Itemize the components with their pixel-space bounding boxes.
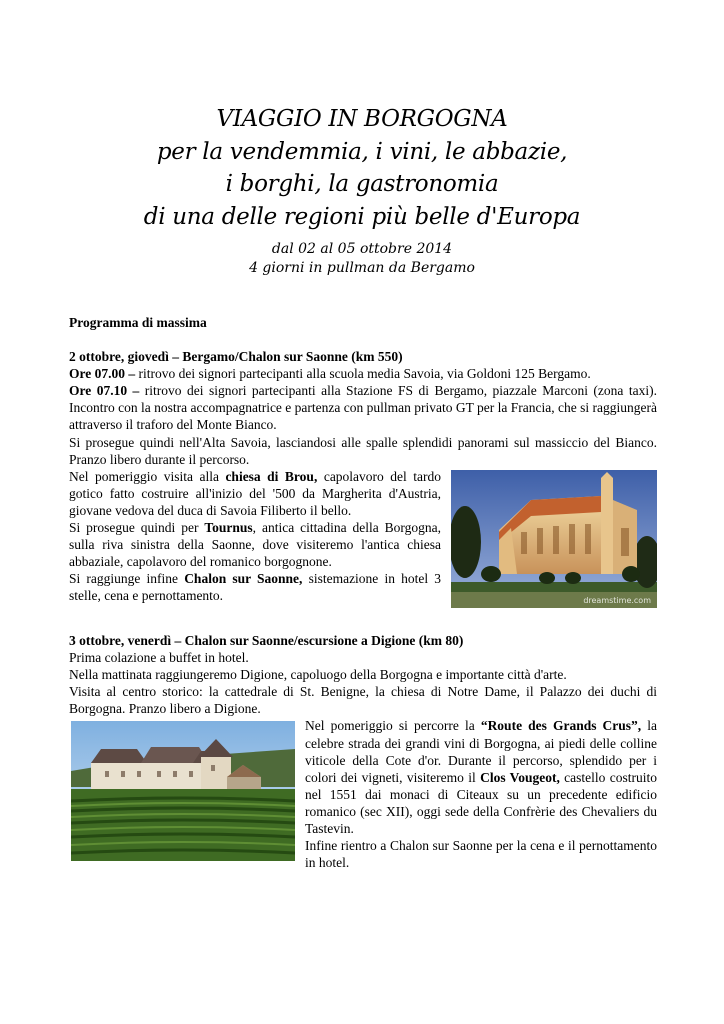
day1-paragraph-2 xyxy=(69,382,657,433)
day1-paragraph-3: Si prosegue quindi nell'Alta Savoia, lasciandosi alle spalle splendidi panorami sul massiccio del Bianco. Pranzo libero durante il percorso. xyxy=(69,434,657,467)
day1-text-6c: sistemazione in hotel 3 stelle, cena e pernottamento. xyxy=(69,571,441,604)
day2-paragraph-1: Prima colazione a buffet in hotel. xyxy=(69,650,249,666)
day2-paragraph-5: Infine rientro a Chalon sur Saonne per la cena e il pernottamento in hotel. xyxy=(305,838,657,871)
program-section xyxy=(69,314,657,612)
day1-time-1: Ore 07.00 – xyxy=(69,366,136,382)
trip-dates: dal 02 al 05 ottobre 2014 xyxy=(271,241,453,257)
trip-transport: 4 giorni in pullman da Bergamo xyxy=(249,260,475,276)
document-subtitle xyxy=(0,240,724,278)
day1-text-5a: Si prosegue quindi per xyxy=(69,520,205,536)
day2-text-4e: castello costruito nel 1551 dai monaci di Citeaux su un precedente edificio romanico (sec XII), oggi sede della Confrèrie des Chevaliers du Tastevin. xyxy=(305,769,657,837)
photo-watermark: dreamstime.com xyxy=(583,595,651,605)
chalon-name: Chalon sur Saonne, xyxy=(184,571,303,587)
day1-text-5c: , antica cittadina della Borgogna, sulla riva sinistra della Saonne, dove visiteremo l'antica chiesa abbaziale, capolavoro del romanico borgognone. xyxy=(69,520,441,570)
day2-paragraph-2: Nella mattinata raggiungeremo Digione, capoluogo della Borgogna e importante città d'arte. xyxy=(69,667,567,683)
title-line-4: di una delle regioni più belle d'Europa xyxy=(143,203,581,230)
day1-text-2: ritrovo dei signori partecipanti alla Stazione FS di Bergamo, piazzale Marconi (zona taxi). Incontro con la nostra accompagnatrice e partenza con pullman privato GT per la Francia, che si raggiungerà attraverso il traforo del Monte Bianco. xyxy=(69,383,657,433)
day1-paragraph-1 xyxy=(69,365,657,382)
title-line-2: per la vendemmia, i vini, le abbazie, xyxy=(156,138,568,165)
day1-text-4c: capolavoro del tardo gotico fatto costruire all'inizio del '500 da Margherita d'Austria, giovane vedova del duca di Savoia Filiberto il bello. xyxy=(69,468,442,518)
tournus-name: Tournus xyxy=(204,520,253,536)
clos-vougeot-name: Clos Vougeot, xyxy=(480,769,560,785)
day1-text-1: ritrovo dei signori partecipanti alla scuola media Savoia, via Goldoni 125 Bergamo. xyxy=(135,366,591,382)
day2-paragraph-3: Visita al centro storico: la cattedrale di St. Benigne, la chiesa di Notre Dame, il Palazzo dei duchi di Borgogna. Pranzo libero a Digione. xyxy=(69,684,657,717)
brou-church-photo xyxy=(451,470,657,608)
day1-text-6a: Si raggiunge infine xyxy=(69,571,185,587)
title-line-1: VIAGGIO IN BORGOGNA xyxy=(216,106,508,132)
day2-text-4a: Nel pomeriggio si percorre la xyxy=(305,718,481,734)
brou-name: chiesa di Brou, xyxy=(225,468,318,484)
title-line-3: i borghi, la gastronomia xyxy=(225,171,499,197)
program-heading: Programma di massima xyxy=(69,315,207,330)
route-grands-crus: “Route des Grands Crus”, xyxy=(480,718,642,734)
document-title xyxy=(0,103,724,233)
day1-text-4a: Nel pomeriggio visita alla xyxy=(69,468,226,484)
day2-text-4c: la celebre strada dei grandi vini di Borgogna, ai piedi delle colline viticole della Cote d'or. Durante il percorso, splendido per i colori dei vigneti, visiteremo il xyxy=(305,718,657,785)
day1-heading: 2 ottobre, giovedì – Bergamo/Chalon sur Saonne (km 550) xyxy=(69,349,403,365)
clos-vougeot-photo xyxy=(71,721,295,861)
day2-section xyxy=(69,632,657,871)
day1-time-2: Ore 07.10 – xyxy=(69,383,140,399)
day2-heading: 3 ottobre, venerdì – Chalon sur Saonne/escursione a Digione (km 80) xyxy=(69,633,464,648)
